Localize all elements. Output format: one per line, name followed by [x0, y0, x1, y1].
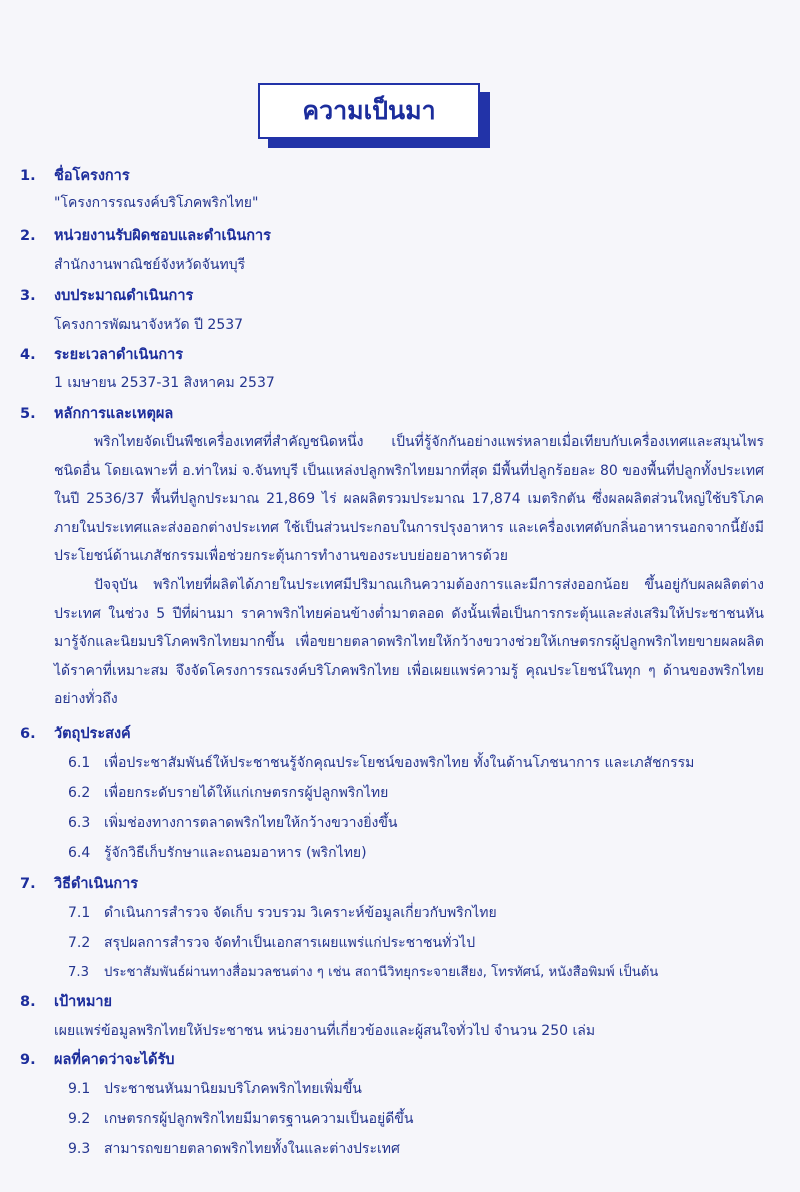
section-value-3: โครงการพัฒนาจังหวัด ปี 2537	[54, 317, 244, 333]
method-item: 7.1 ดำเนินการสำรวจ จัดเก็บ รวบรวม วิเคราะห์ข้อมูลเกี่ยวกับพริกไทย	[68, 905, 497, 921]
section-value-2: สำนักงานพาณิชย์จังหวัดจันทบุรี	[54, 257, 246, 273]
objective-item: 6.2 เพื่อยกระดับรายได้ให้แก่เกษตรกรผู้ปลูกพริกไทย	[68, 785, 389, 801]
result-item: 9.3 สามารถขยายตลาดพริกไทยทั้งในและต่างประเทศ	[68, 1141, 400, 1157]
section-heading-1: 1. ชื่อโครงการ	[20, 168, 130, 184]
section-value-8: เผยแพร่ข้อมูลพริกไทยให้ประชาชน หน่วยงานที่เกี่ยวข้องและผู้สนใจทั่วไป จำนวน 250 เล่ม	[54, 1023, 596, 1039]
section-heading-3: 3. งบประมาณดำเนินการ	[20, 288, 194, 304]
section-heading-7: 7. วิธีดำเนินการ	[20, 876, 139, 892]
section-heading-2: 2. หน่วยงานรับผิดชอบและดำเนินการ	[20, 228, 271, 244]
objective-item: 6.3 เพิ่มช่องทางการตลาดพริกไทยให้กว้างขวางยิ่งขึ้น	[68, 815, 398, 831]
section-heading-8: 8. เป้าหมาย	[20, 994, 113, 1010]
section-heading-9: 9. ผลที่คาดว่าจะได้รับ	[20, 1052, 175, 1068]
section-heading-4: 4. ระยะเวลาดำเนินการ	[20, 347, 184, 363]
page-title: ความเป็นมา	[258, 83, 480, 139]
section-heading-5: 5. หลักการและเหตุผล	[20, 406, 174, 422]
result-item: 9.1 ประชาชนหันมานิยมบริโภคพริกไทยเพิ่มขึ้น	[68, 1081, 362, 1097]
method-item: 7.2 สรุปผลการสำรวจ จัดทำเป็นเอกสารเผยแพร่แก่ประชาชนทั่วไป	[68, 935, 476, 951]
principles-paragraph-2: ปัจจุบัน พริกไทยที่ผลิตได้ภายในประเทศมีปริมาณเกินความต้องการและมีการส่งออกน้อย ขึ้นอยู่กับผลผลิตต่างประเทศ ในช่วง 5 ปีที่ผ่านมา ราคาพริกไทยค่อนข้างต่ำมาตลอด ดังนั้นเพื่อเป็นการกระตุ้นและส่งเสริมให้ประชาชนหันมารู้จักและนิยมบริโภคพริกไทยมากขึ้น เพื่อขยายตลาดพริกไทยให้กว้างขวางช่วยให้เกษตรกรผู้ปลูกพริกไทยขายผลผลิตได้ราคาที่เหมาะสม จึงจัดโครงการรณรงค์บริโภคพริกไทย เพื่อเผยแพร่ความรู้ คุณประโยชน์ในทุก ๆ ด้านของพริกไทยอย่างทั่วถึง	[54, 576, 764, 708]
method-item: 7.3 ประชาสัมพันธ์ผ่านทางสื่อมวลชนต่าง ๆ เช่น สถานีวิทยุกระจายเสียง, โทรทัศน์, หนังสือพิมพ์ เป็นต้น	[68, 965, 659, 980]
result-item: 9.2 เกษตรกรผู้ปลูกพริกไทยมีมาตรฐานความเป็นอยู่ดีขึ้น	[68, 1111, 414, 1127]
section-value-4: 1 เมษายน 2537-31 สิงหาคม 2537	[54, 375, 275, 391]
principles-body	[54, 428, 764, 714]
section-heading-6: 6. วัตถุประสงค์	[20, 726, 131, 742]
principles-paragraph-1: พริกไทยจัดเป็นพืชเครื่องเทศที่สำคัญชนิดหนึ่ง เป็นที่รู้จักกันอย่างแพร่หลายเมื่อเทียบกับเครื่องเทศและสมุนไพรชนิดอื่น โดยเฉพาะที่ อ.ท่าใหม่ จ.จันทบุรี เป็นแหล่งปลูกพริกไทยมากที่สุด มีพื้นที่ปลูกร้อยละ 80 ของพื้นที่ปลูกทั้งประเทศ ในปี 2536/37 พื้นที่ปลูกประมาณ 21,869 ไร่ ผลผลิตรวมประมาณ 17,874 เมตริกตัน ซึ่งผลผลิตส่วนใหญ่ใช้บริโภคภายในประเทศและส่งออกต่างประเทศ ใช้เป็นส่วนประกอบในการปรุงอาหาร และเครื่องเทศดับกลิ่นอาหารนอกจากนี้ยังมีประโยชน์ด้านเภสัชกรรมเพื่อช่วยกระตุ้นการทำงานของระบบย่อยอาหารด้วย	[54, 434, 764, 565]
objective-item: 6.1 เพื่อประชาสัมพันธ์ให้ประชาชนรู้จักคุณประโยชน์ของพริกไทย ทั้งในด้านโภชนาการ และเภสัชกรรม	[68, 755, 695, 771]
objective-item: 6.4 รู้จักวิธีเก็บรักษาและถนอมอาหาร (พริกไทย)	[68, 845, 367, 861]
section-value-1: "โครงการรณรงค์บริโภคพริกไทย"	[54, 195, 259, 211]
